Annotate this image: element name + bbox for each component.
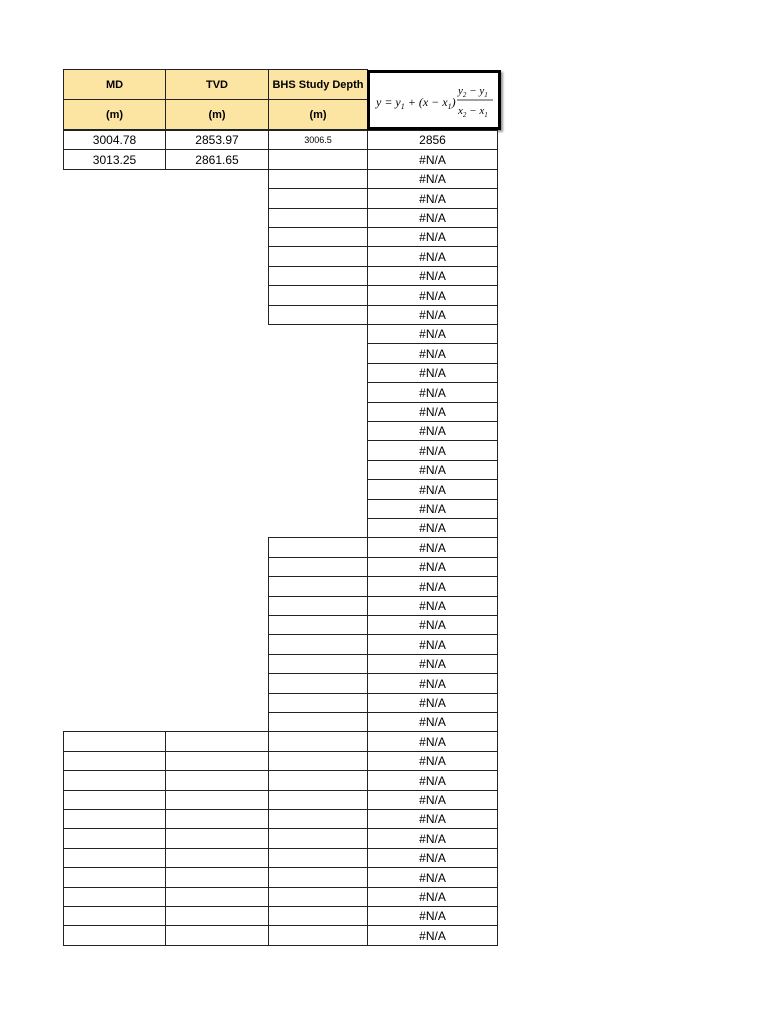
md-cell[interactable]	[63, 770, 166, 791]
bhs-depth-cell[interactable]	[268, 227, 368, 247]
result-cell[interactable]: #N/A	[367, 557, 498, 577]
interpolation-formula	[367, 70, 501, 130]
result-cell[interactable]: #N/A	[367, 925, 498, 946]
result-cell[interactable]: #N/A	[367, 576, 498, 597]
result-cell[interactable]: #N/A	[367, 499, 498, 519]
tvd-cell[interactable]	[165, 751, 269, 771]
bhs-depth-cell[interactable]	[268, 770, 368, 791]
bhs-depth-cell[interactable]	[268, 731, 368, 752]
result-cell[interactable]: #N/A	[367, 305, 498, 325]
result-cell[interactable]: #N/A	[367, 790, 498, 810]
md-header-label: MD	[105, 78, 124, 91]
tvd-header-label: TVD	[206, 78, 228, 91]
tvd-cell[interactable]	[165, 867, 269, 888]
bhs-depth-cell[interactable]	[268, 790, 368, 810]
result-cell[interactable]: #N/A	[367, 188, 498, 209]
tvd-cell[interactable]	[165, 828, 269, 849]
bhs-header-label: BHS Study Depth	[272, 78, 364, 91]
result-cell[interactable]: #N/A	[367, 615, 498, 635]
bhs-depth-cell[interactable]	[268, 557, 368, 577]
result-cell[interactable]: #N/A	[367, 867, 498, 888]
tvd-header	[165, 69, 269, 100]
result-cell[interactable]: #N/A	[367, 712, 498, 732]
md-cell[interactable]	[63, 751, 166, 771]
tvd-cell[interactable]	[165, 906, 269, 926]
formula-lhs: y = y	[376, 95, 401, 109]
bhs-depth-cell[interactable]	[268, 266, 368, 286]
result-cell[interactable]: 2856	[367, 130, 498, 150]
result-cell[interactable]: #N/A	[367, 848, 498, 868]
bhs-depth-cell[interactable]	[268, 285, 368, 306]
bhs-depth-cell[interactable]	[268, 615, 368, 635]
result-cell[interactable]: #N/A	[367, 169, 498, 189]
bhs-unit-header	[268, 99, 368, 130]
result-cell[interactable]: #N/A	[367, 285, 498, 306]
bhs-depth-cell[interactable]	[268, 887, 368, 907]
result-cell[interactable]: #N/A	[367, 149, 498, 170]
md-cell[interactable]	[63, 731, 166, 752]
bhs-depth-cell[interactable]	[268, 906, 368, 926]
tvd-cell[interactable]: 2861.65	[165, 149, 269, 170]
result-cell[interactable]: #N/A	[367, 266, 498, 286]
bhs-depth-cell[interactable]	[268, 188, 368, 209]
bhs-depth-cell[interactable]	[268, 925, 368, 946]
result-cell[interactable]: #N/A	[367, 596, 498, 616]
result-cell[interactable]: #N/A	[367, 324, 498, 344]
md-cell[interactable]	[63, 828, 166, 849]
result-cell[interactable]: #N/A	[367, 537, 498, 558]
bhs-depth-cell[interactable]	[268, 169, 368, 189]
tvd-cell[interactable]	[165, 731, 269, 752]
bhs-depth-cell[interactable]	[268, 576, 368, 597]
formula-graphic	[372, 75, 496, 125]
bhs-depth-cell[interactable]	[268, 246, 368, 267]
result-cell[interactable]: #N/A	[367, 421, 498, 441]
bhs-depth-cell[interactable]	[268, 208, 368, 228]
result-cell[interactable]: #N/A	[367, 731, 498, 752]
bhs-depth-cell[interactable]	[268, 712, 368, 732]
bhs-depth-cell[interactable]	[268, 673, 368, 694]
result-cell[interactable]: #N/A	[367, 887, 498, 907]
bhs-depth-cell[interactable]: 3006.5	[268, 130, 368, 150]
tvd-cell[interactable]	[165, 887, 269, 907]
result-cell[interactable]: #N/A	[367, 693, 498, 713]
tvd-cell[interactable]	[165, 809, 269, 829]
result-cell[interactable]: #N/A	[367, 363, 498, 383]
result-cell[interactable]: #N/A	[367, 906, 498, 926]
bhs-depth-cell[interactable]	[268, 596, 368, 616]
result-cell[interactable]: #N/A	[367, 809, 498, 829]
md-cell[interactable]	[63, 809, 166, 829]
bhs-depth-cell[interactable]	[268, 305, 368, 325]
result-cell[interactable]: #N/A	[367, 440, 498, 461]
bhs-depth-cell[interactable]	[268, 828, 368, 849]
result-cell[interactable]: #N/A	[367, 673, 498, 694]
result-cell[interactable]: #N/A	[367, 246, 498, 267]
tvd-cell[interactable]	[165, 790, 269, 810]
tvd-unit-header	[165, 99, 269, 130]
result-cell[interactable]: #N/A	[367, 460, 498, 480]
formula-numerator: $y_2 - y_1$	[458, 85, 488, 99]
result-cell[interactable]: #N/A	[367, 654, 498, 674]
result-cell[interactable]: #N/A	[367, 208, 498, 228]
md-cell[interactable]	[63, 848, 166, 868]
result-cell[interactable]: #N/A	[367, 770, 498, 791]
result-cell[interactable]: #N/A	[367, 382, 498, 403]
tvd-cell[interactable]	[165, 770, 269, 791]
md-unit-label: (m)	[105, 108, 124, 121]
md-unit-header	[63, 99, 166, 130]
svg-text:y = y1 + (x − x1): $y = y_1 + (x - x_1)$	[376, 95, 456, 111]
md-cell[interactable]	[63, 790, 166, 810]
md-cell[interactable]: 3004.78	[63, 130, 166, 150]
bhs-header	[268, 69, 368, 100]
bhs-depth-cell[interactable]	[268, 751, 368, 771]
bhs-depth-cell[interactable]	[268, 537, 368, 558]
bhs-depth-cell[interactable]	[268, 848, 368, 868]
md-cell[interactable]	[63, 906, 166, 926]
bhs-unit-label: (m)	[309, 108, 327, 121]
bhs-depth-cell[interactable]	[268, 809, 368, 829]
result-cell[interactable]: #N/A	[367, 751, 498, 771]
md-cell[interactable]	[63, 867, 166, 888]
tvd-cell[interactable]: 2853.97	[165, 130, 269, 150]
result-cell[interactable]: #N/A	[367, 634, 498, 655]
tvd-cell[interactable]	[165, 925, 269, 946]
bhs-depth-cell[interactable]	[268, 149, 368, 170]
md-cell[interactable]	[63, 887, 166, 907]
result-cell[interactable]: #N/A	[367, 518, 498, 538]
formula-denominator: $x_2 - x_1$	[458, 105, 488, 119]
result-cell[interactable]: #N/A	[367, 402, 498, 422]
md-cell[interactable]: 3013.25	[63, 149, 166, 170]
result-cell[interactable]: #N/A	[367, 343, 498, 364]
bhs-depth-cell[interactable]	[268, 693, 368, 713]
md-cell[interactable]	[63, 925, 166, 946]
bhs-depth-cell[interactable]	[268, 634, 368, 655]
result-cell[interactable]: #N/A	[367, 479, 498, 500]
md-header	[63, 69, 166, 100]
result-cell[interactable]: #N/A	[367, 828, 498, 849]
result-cell[interactable]: #N/A	[367, 227, 498, 247]
tvd-cell[interactable]	[165, 848, 269, 868]
tvd-unit-label: (m)	[208, 108, 226, 121]
bhs-depth-cell[interactable]	[268, 654, 368, 674]
bhs-depth-cell[interactable]	[268, 867, 368, 888]
